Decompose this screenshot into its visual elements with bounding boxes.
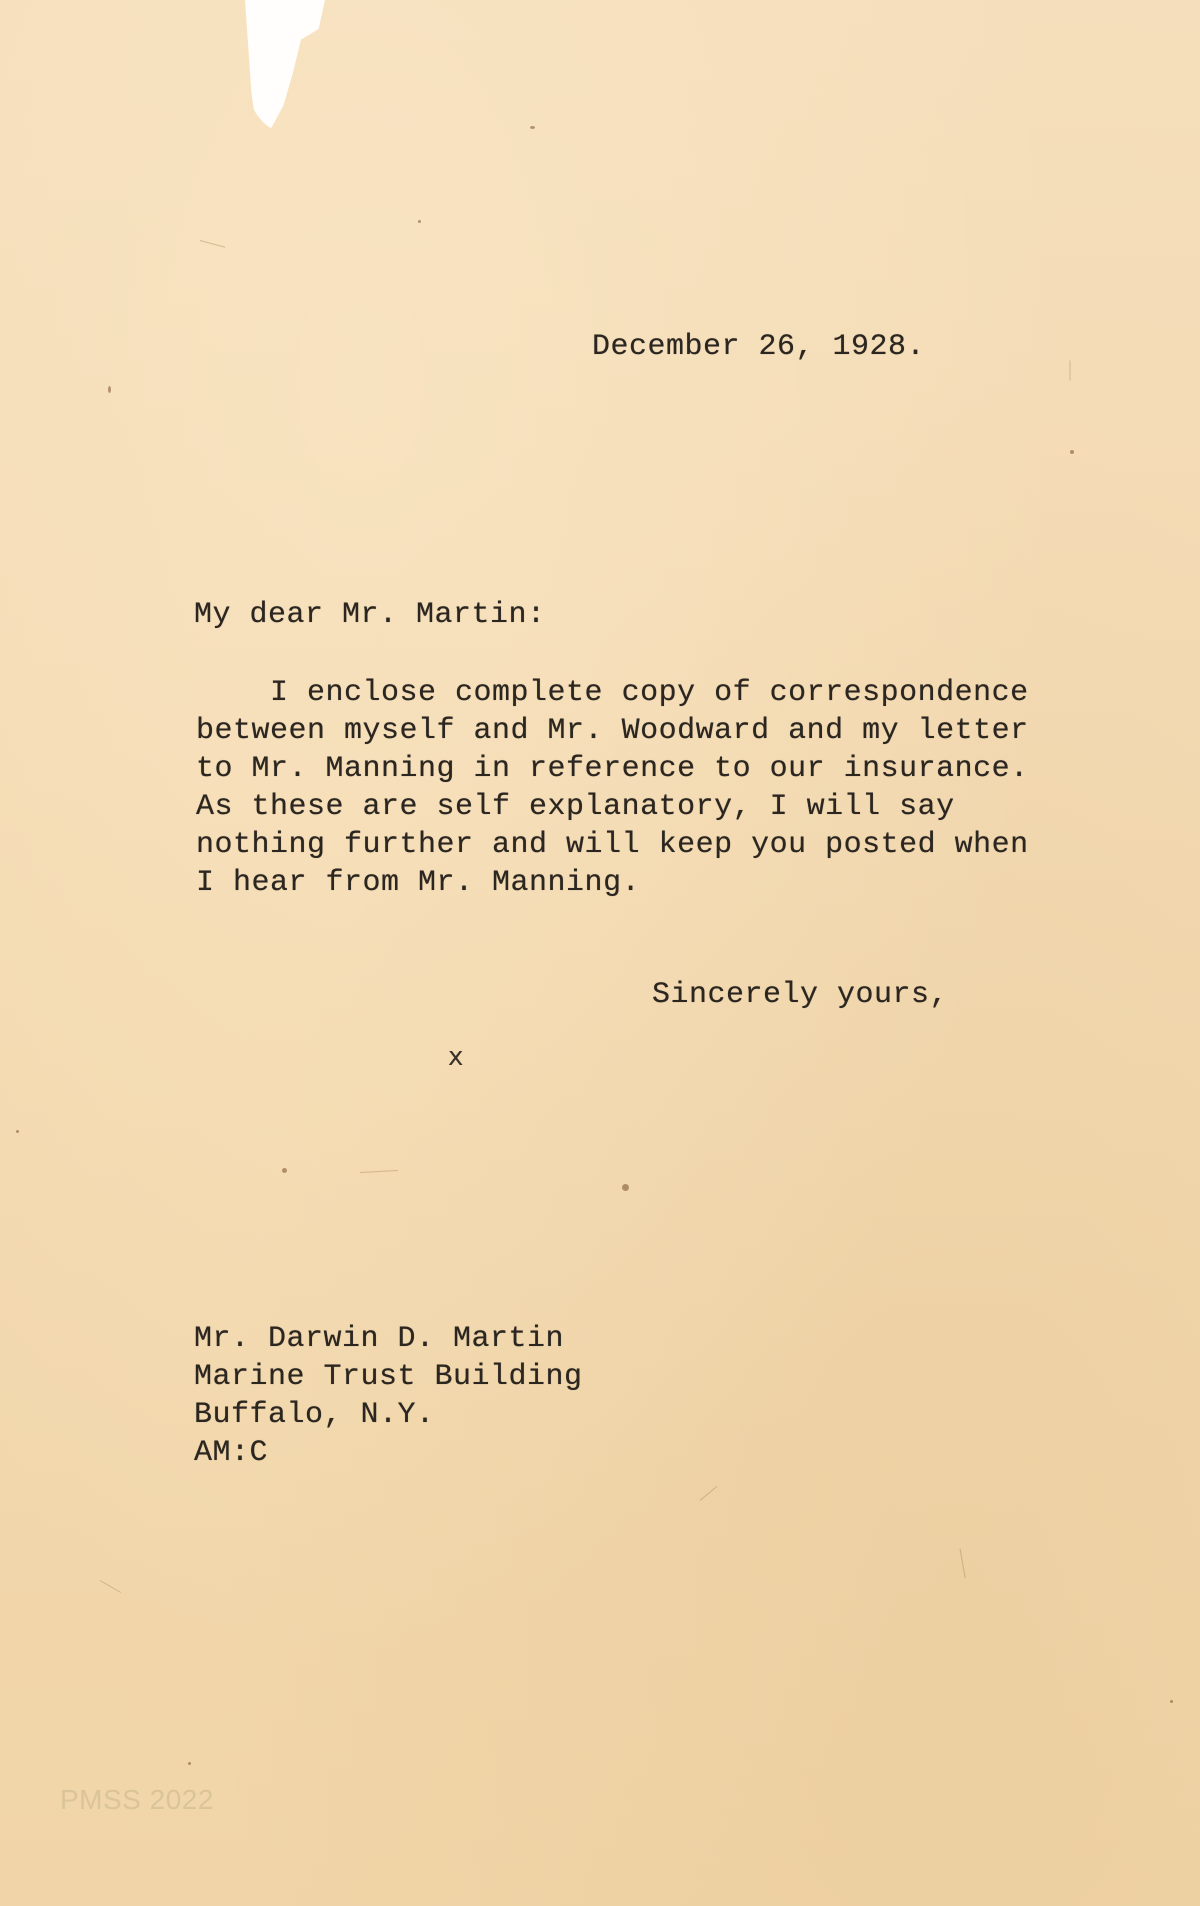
- paper-fleck: [1070, 450, 1074, 454]
- paper-fleck: [622, 1184, 629, 1191]
- paper-fleck: [418, 220, 421, 223]
- paper-fleck: [1170, 1700, 1173, 1703]
- paper-fiber: [100, 1580, 121, 1593]
- paper-fleck: [282, 1168, 287, 1173]
- watermark: PMSS 2022: [60, 1784, 214, 1815]
- pencil-mark: x: [448, 1042, 464, 1072]
- paper-fiber: [700, 1486, 717, 1501]
- closing: Sincerely yours,: [652, 978, 949, 1012]
- paper-fiber: [360, 1170, 398, 1173]
- paper-fiber: [960, 1548, 966, 1578]
- paper-fiber: [1070, 361, 1071, 381]
- letter-date: December 26, 1928.: [592, 330, 926, 364]
- paper-fiber: [200, 240, 225, 248]
- paper-fleck: [188, 1762, 191, 1765]
- paper-fleck: [108, 386, 111, 393]
- torn-corner: [245, 0, 325, 132]
- letter-body: I enclose complete copy of correspondence between myself and Mr. Woodward and my letter to Mr. Manning in reference to our insurance. As these are self explanatory, I will say nothing further and will keep you posted when I hear from Mr. Manning.: [196, 676, 1029, 900]
- paper-fleck: [16, 1130, 19, 1133]
- paper-fleck: [530, 126, 535, 129]
- recipient-address: Mr. Darwin D. Martin Marine Trust Building Buffalo, N.Y. AM:C: [194, 1322, 583, 1470]
- salutation: My dear Mr. Martin:: [194, 598, 546, 632]
